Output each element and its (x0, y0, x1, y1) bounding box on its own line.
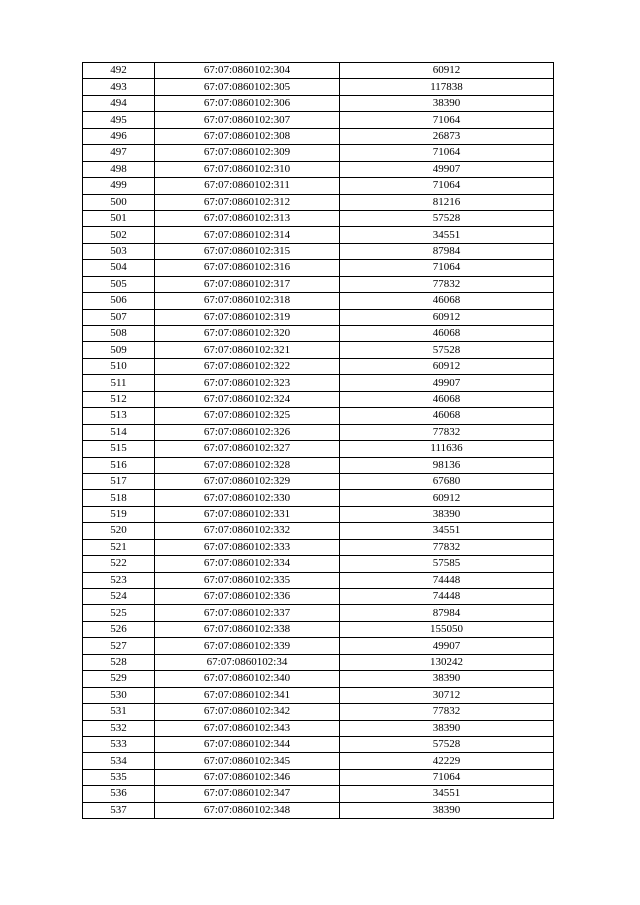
cadastral-number-cell: 67:07:0860102:334 (155, 556, 340, 572)
value-cell: 38390 (340, 802, 554, 818)
cadastral-number-cell: 67:07:0860102:331 (155, 506, 340, 522)
cadastral-number-cell: 67:07:0860102:324 (155, 391, 340, 407)
cadastral-number-cell: 67:07:0860102:319 (155, 309, 340, 325)
table-row (83, 161, 554, 177)
value-cell: 38390 (340, 720, 554, 736)
table-row (83, 638, 554, 654)
value-cell: 57528 (340, 210, 554, 226)
cadastral-number-cell: 67:07:0860102:333 (155, 539, 340, 555)
table-row (83, 63, 554, 79)
value-cell: 60912 (340, 358, 554, 374)
row-number-cell: 513 (83, 408, 155, 424)
row-number-cell: 533 (83, 736, 155, 752)
row-number-cell: 509 (83, 342, 155, 358)
cadastral-number-cell: 67:07:0860102:321 (155, 342, 340, 358)
row-number-cell: 529 (83, 671, 155, 687)
cadastral-number-cell: 67:07:0860102:311 (155, 178, 340, 194)
row-number-cell: 536 (83, 786, 155, 802)
row-number-cell: 537 (83, 802, 155, 818)
row-number-cell: 531 (83, 704, 155, 720)
value-cell: 46068 (340, 326, 554, 342)
cadastral-number-cell: 67:07:0860102:339 (155, 638, 340, 654)
value-cell: 26873 (340, 128, 554, 144)
row-number-cell: 507 (83, 309, 155, 325)
table-row (83, 753, 554, 769)
table-row (83, 490, 554, 506)
row-number-cell: 524 (83, 589, 155, 605)
value-cell: 74448 (340, 589, 554, 605)
value-cell: 57585 (340, 556, 554, 572)
row-number-cell: 528 (83, 654, 155, 670)
cadastral-number-cell: 67:07:0860102:326 (155, 424, 340, 440)
row-number-cell: 512 (83, 391, 155, 407)
value-cell: 71064 (340, 178, 554, 194)
cadastral-number-cell: 67:07:0860102:314 (155, 227, 340, 243)
value-cell: 71064 (340, 112, 554, 128)
table-row (83, 572, 554, 588)
table-row (83, 128, 554, 144)
row-number-cell: 522 (83, 556, 155, 572)
cadastral-number-cell: 67:07:0860102:307 (155, 112, 340, 128)
value-cell: 130242 (340, 654, 554, 670)
row-number-cell: 493 (83, 79, 155, 95)
value-cell: 81216 (340, 194, 554, 210)
cadastral-number-cell: 67:07:0860102:34 (155, 654, 340, 670)
cadastral-number-cell: 67:07:0860102:335 (155, 572, 340, 588)
table-row (83, 473, 554, 489)
table-row (83, 539, 554, 555)
row-number-cell: 498 (83, 161, 155, 177)
table-row (83, 227, 554, 243)
value-cell: 46068 (340, 391, 554, 407)
row-number-cell: 505 (83, 276, 155, 292)
row-number-cell: 515 (83, 441, 155, 457)
table-row (83, 704, 554, 720)
table-row (83, 802, 554, 818)
value-cell: 71064 (340, 769, 554, 785)
row-number-cell: 499 (83, 178, 155, 194)
value-cell: 60912 (340, 309, 554, 325)
table-row (83, 654, 554, 670)
value-cell: 87984 (340, 243, 554, 259)
table-row (83, 506, 554, 522)
cadastral-number-cell: 67:07:0860102:315 (155, 243, 340, 259)
row-number-cell: 495 (83, 112, 155, 128)
cadastral-number-cell: 67:07:0860102:329 (155, 473, 340, 489)
table-row (83, 671, 554, 687)
row-number-cell: 514 (83, 424, 155, 440)
table-row (83, 178, 554, 194)
value-cell: 30712 (340, 687, 554, 703)
table-row (83, 391, 554, 407)
table-body (83, 63, 554, 819)
cadastral-number-cell: 67:07:0860102:312 (155, 194, 340, 210)
cadastral-number-cell: 67:07:0860102:316 (155, 260, 340, 276)
table-row (83, 736, 554, 752)
value-cell: 34551 (340, 523, 554, 539)
cadastral-number-cell: 67:07:0860102:327 (155, 441, 340, 457)
table-row (83, 112, 554, 128)
value-cell: 46068 (340, 293, 554, 309)
table-row (83, 326, 554, 342)
row-number-cell: 504 (83, 260, 155, 276)
table-row (83, 408, 554, 424)
cadastral-number-cell: 67:07:0860102:332 (155, 523, 340, 539)
cadastral-number-cell: 67:07:0860102:340 (155, 671, 340, 687)
row-number-cell: 527 (83, 638, 155, 654)
cadastral-number-cell: 67:07:0860102:330 (155, 490, 340, 506)
table-row (83, 194, 554, 210)
table-row (83, 621, 554, 637)
row-number-cell: 518 (83, 490, 155, 506)
value-cell: 60912 (340, 63, 554, 79)
cadastral-number-cell: 67:07:0860102:328 (155, 457, 340, 473)
row-number-cell: 506 (83, 293, 155, 309)
cadastral-number-cell: 67:07:0860102:338 (155, 621, 340, 637)
value-cell: 57528 (340, 342, 554, 358)
value-cell: 49907 (340, 638, 554, 654)
table-row (83, 786, 554, 802)
cadastral-number-cell: 67:07:0860102:318 (155, 293, 340, 309)
value-cell: 74448 (340, 572, 554, 588)
value-cell: 60912 (340, 490, 554, 506)
cadastral-number-cell: 67:07:0860102:304 (155, 63, 340, 79)
table-row (83, 720, 554, 736)
row-number-cell: 501 (83, 210, 155, 226)
table-row (83, 243, 554, 259)
row-number-cell: 534 (83, 753, 155, 769)
value-cell: 77832 (340, 539, 554, 555)
table-row (83, 375, 554, 391)
cadastral-number-cell: 67:07:0860102:306 (155, 95, 340, 111)
value-cell: 34551 (340, 786, 554, 802)
row-number-cell: 496 (83, 128, 155, 144)
row-number-cell: 511 (83, 375, 155, 391)
table-row (83, 260, 554, 276)
value-cell: 38390 (340, 506, 554, 522)
value-cell: 46068 (340, 408, 554, 424)
row-number-cell: 503 (83, 243, 155, 259)
cadastral-number-cell: 67:07:0860102:305 (155, 79, 340, 95)
table-row (83, 556, 554, 572)
row-number-cell: 492 (83, 63, 155, 79)
cadastral-number-cell: 67:07:0860102:348 (155, 802, 340, 818)
row-number-cell: 520 (83, 523, 155, 539)
value-cell: 71064 (340, 145, 554, 161)
row-number-cell: 532 (83, 720, 155, 736)
table-row (83, 424, 554, 440)
row-number-cell: 530 (83, 687, 155, 703)
cadastral-number-cell: 67:07:0860102:343 (155, 720, 340, 736)
cadastral-number-cell: 67:07:0860102:345 (155, 753, 340, 769)
cadastral-number-cell: 67:07:0860102:342 (155, 704, 340, 720)
table-row (83, 293, 554, 309)
cadastral-number-cell: 67:07:0860102:310 (155, 161, 340, 177)
table-row (83, 95, 554, 111)
row-number-cell: 526 (83, 621, 155, 637)
cadastral-number-cell: 67:07:0860102:309 (155, 145, 340, 161)
value-cell: 77832 (340, 704, 554, 720)
cadastral-number-cell: 67:07:0860102:344 (155, 736, 340, 752)
value-cell: 77832 (340, 424, 554, 440)
row-number-cell: 494 (83, 95, 155, 111)
cadastral-number-cell: 67:07:0860102:341 (155, 687, 340, 703)
row-number-cell: 523 (83, 572, 155, 588)
cadastral-number-cell: 67:07:0860102:336 (155, 589, 340, 605)
row-number-cell: 535 (83, 769, 155, 785)
value-cell: 67680 (340, 473, 554, 489)
table-row (83, 342, 554, 358)
row-number-cell: 521 (83, 539, 155, 555)
row-number-cell: 519 (83, 506, 155, 522)
row-number-cell: 502 (83, 227, 155, 243)
value-cell: 34551 (340, 227, 554, 243)
value-cell: 49907 (340, 161, 554, 177)
row-number-cell: 500 (83, 194, 155, 210)
cadastral-number-cell: 67:07:0860102:323 (155, 375, 340, 391)
cadastral-number-cell: 67:07:0860102:320 (155, 326, 340, 342)
value-cell: 38390 (340, 671, 554, 687)
cadastral-number-cell: 67:07:0860102:347 (155, 786, 340, 802)
table-row (83, 79, 554, 95)
table-row (83, 145, 554, 161)
row-number-cell: 516 (83, 457, 155, 473)
cadastral-value-table (82, 62, 554, 819)
value-cell: 77832 (340, 276, 554, 292)
cadastral-number-cell: 67:07:0860102:322 (155, 358, 340, 374)
cadastral-number-cell: 67:07:0860102:325 (155, 408, 340, 424)
table-row (83, 358, 554, 374)
table-row (83, 276, 554, 292)
value-cell: 117838 (340, 79, 554, 95)
value-cell: 49907 (340, 375, 554, 391)
value-cell: 87984 (340, 605, 554, 621)
row-number-cell: 525 (83, 605, 155, 621)
value-cell: 155050 (340, 621, 554, 637)
cadastral-number-cell: 67:07:0860102:337 (155, 605, 340, 621)
value-cell: 42229 (340, 753, 554, 769)
row-number-cell: 517 (83, 473, 155, 489)
row-number-cell: 497 (83, 145, 155, 161)
table-row (83, 605, 554, 621)
table-row (83, 523, 554, 539)
cadastral-number-cell: 67:07:0860102:346 (155, 769, 340, 785)
row-number-cell: 508 (83, 326, 155, 342)
cadastral-number-cell: 67:07:0860102:313 (155, 210, 340, 226)
table-row (83, 589, 554, 605)
row-number-cell: 510 (83, 358, 155, 374)
table-row (83, 210, 554, 226)
value-cell: 38390 (340, 95, 554, 111)
table-row (83, 457, 554, 473)
table-row (83, 769, 554, 785)
table-row (83, 441, 554, 457)
cadastral-number-cell: 67:07:0860102:317 (155, 276, 340, 292)
table-row (83, 309, 554, 325)
value-cell: 111636 (340, 441, 554, 457)
cadastral-number-cell: 67:07:0860102:308 (155, 128, 340, 144)
value-cell: 98136 (340, 457, 554, 473)
value-cell: 57528 (340, 736, 554, 752)
value-cell: 71064 (340, 260, 554, 276)
table-row (83, 687, 554, 703)
